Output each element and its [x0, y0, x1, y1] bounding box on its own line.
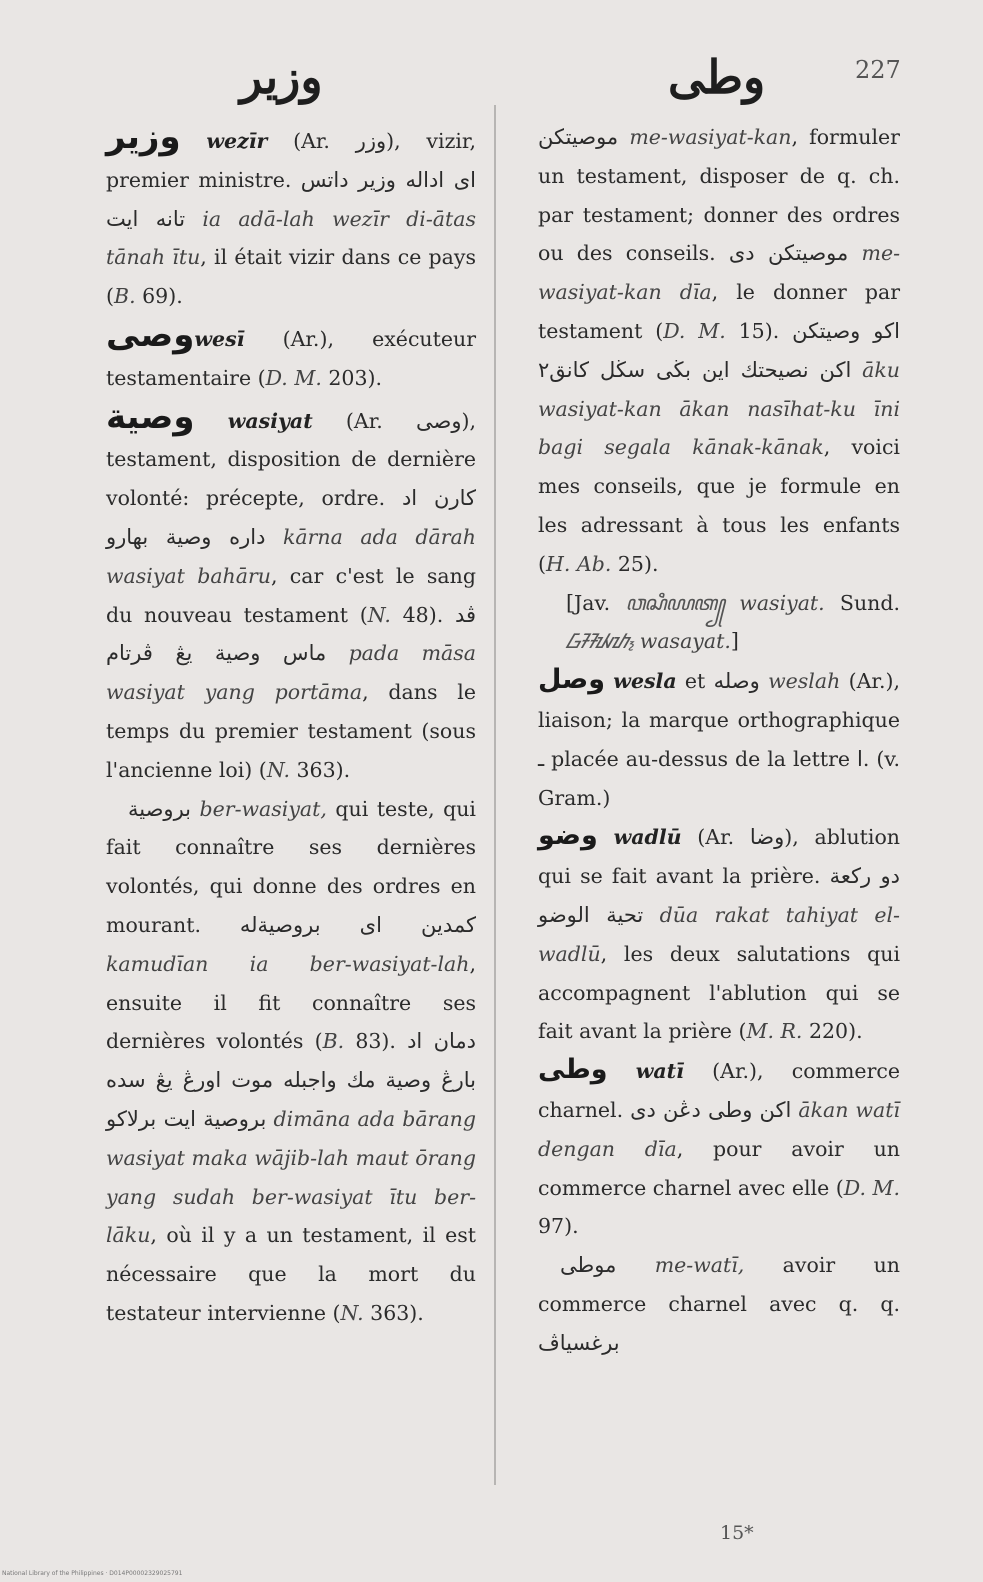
text: Sund.: [824, 590, 900, 615]
javanese-script: ꦮꦱꦶꦪꦠ꧀: [625, 590, 725, 615]
entry-ber-wasiyat: [106, 790, 476, 1333]
transliteration: weslah: [768, 669, 841, 694]
source-ref: N.: [340, 1300, 364, 1325]
transliteration: me-wasiyat-kan: [629, 125, 792, 149]
sundanese-script: ᮝᮞᮚᮒ᮪: [566, 629, 634, 654]
text: . (v. Gram.): [538, 746, 900, 810]
arabic-subentry: بروصية: [128, 796, 191, 821]
entry-wati: [538, 1051, 900, 1246]
transliteration: dimāna ada bārang wasiyat maka wājib-lah maut ōrang yang sudah ber-wasiyat ītu ber-lāku: [106, 1106, 476, 1248]
text: 83).: [344, 1029, 408, 1054]
text: 97).: [538, 1214, 579, 1239]
running-head-left: وزير: [240, 50, 323, 104]
arabic-text: اكو وصيتكن اكن نصيحتك اين بڬى سڬل كانق٢: [538, 318, 900, 382]
arabic-headword: وزير: [106, 117, 181, 157]
left-column: [106, 118, 476, 1333]
text: ), vizir, premier ministre.: [106, 129, 476, 192]
source-ref: N.: [367, 602, 391, 627]
text: avoir un commerce charnel avec q. q.: [538, 1253, 900, 1316]
arabic-text: كمدين اى بروصيةله: [239, 912, 476, 937]
transliteration: ber-wasiyat,: [199, 796, 327, 821]
text: (Ar.: [267, 129, 356, 153]
text: , les deux salutations qui accompagnent l'ablution qui se fait avant la prière (: [538, 941, 900, 1044]
text: qui teste, qui fait connaître ses dernières volontés, qui donne des ordres en mourant.: [106, 796, 476, 937]
cognates-note: [538, 584, 900, 662]
arabic-text: ا: [857, 746, 863, 771]
entry-wezir: [106, 118, 476, 316]
text: (Ar.: [681, 825, 750, 850]
arabic-text: ـ: [538, 746, 545, 771]
source-ref: B.: [114, 284, 136, 309]
transliteration: dūa rakat tahiyat el-wadlū: [538, 902, 900, 966]
arabic-subentry: موطى: [560, 1253, 617, 1278]
arabic-text: برغسياڤ: [538, 1330, 620, 1355]
transliteration: āku wasiyat-kan ākan nasīhat-ku īni bagi segala kānak-kānak: [538, 357, 900, 460]
page-number: 227: [855, 56, 901, 84]
source-ref: N.: [266, 757, 290, 782]
headword: wasiyat: [227, 408, 313, 433]
text: et: [676, 669, 714, 694]
text: 69).: [135, 284, 183, 309]
entry-wesi: [106, 316, 476, 398]
transliteration: pada māsa wasiyat yang portāma: [106, 641, 476, 705]
headword: watī: [635, 1059, 684, 1084]
text: [Jav.: [566, 590, 626, 615]
library-footer: National Library of the Philippines · D014P00002329025791: [2, 1570, 183, 1577]
running-head-right: وطى: [668, 50, 766, 104]
arabic-text: وزر: [355, 129, 387, 153]
transliteration: me-watī,: [654, 1253, 745, 1278]
arabic-text: اى اداله وزير داتس تانه ايت: [106, 167, 476, 231]
headword: wesla: [613, 669, 677, 694]
source-ref: M. R.: [746, 1019, 803, 1044]
entry-wadlu: [538, 817, 900, 1051]
text: (Ar.), liaison; la marque orthographique: [538, 669, 900, 732]
text: 48).: [390, 602, 455, 627]
entry-wasiyat: [106, 398, 476, 790]
arabic-text: وصى: [416, 408, 462, 433]
source-ref: H. Ab.: [546, 551, 612, 576]
text: , où il y a un testament, il est nécessaire que la mort du testateur intervienne (: [106, 1223, 476, 1325]
transliteration: wasayat.: [639, 629, 731, 654]
text: 25).: [611, 551, 659, 576]
headword: wezīr: [206, 129, 268, 153]
source-ref: D. M.: [843, 1175, 901, 1200]
arabic-headword: وضو: [538, 820, 598, 852]
text: (Ar.), exécuteur testamentaire (: [106, 326, 476, 390]
entry-me-wasiyat-kan: [538, 118, 900, 584]
text: ]: [730, 629, 739, 654]
text: ), testament, disposition de dernière volonté: précepte, ordre.: [106, 408, 476, 511]
arabic-text: وضا: [749, 825, 785, 850]
text: placée au-dessus de la lettre: [544, 746, 858, 771]
text: , car c'est le sang du nouveau testament (: [106, 563, 476, 627]
arabic-text: كارن اد داره وصية بهارو: [106, 486, 476, 549]
transliteration: ākan watī dengan dīa: [538, 1097, 900, 1161]
text: , pour avoir un commerce charnel avec elle (: [538, 1136, 900, 1200]
arabic-headword: وصية: [106, 396, 195, 437]
arabic-text: وصله: [713, 669, 760, 694]
transliteration: ia adā-lah wezīr di-ātas tānah ītu: [106, 206, 476, 270]
arabic-text: موصيتكن دى: [728, 241, 849, 266]
arabic-text: دو ركعة تحية الوضو: [538, 864, 900, 927]
transliteration: me-wasiyat-kan dīa: [538, 241, 900, 305]
headword: wesī: [194, 326, 245, 351]
arabic-headword: وصل: [538, 664, 605, 696]
arabic-headword: وطى: [538, 1054, 608, 1086]
text: , ensuite il fit connaître ses dernières volontés (: [106, 951, 476, 1054]
transliteration: wasiyat.: [739, 590, 825, 615]
source-ref: D. M.: [663, 318, 726, 343]
text: 220).: [802, 1019, 863, 1044]
transliteration: kārna ada dārah wasiyat bahāru: [106, 524, 476, 588]
text: , voici mes conseils, que je formule en les adressant à tous les enfants (: [538, 435, 900, 576]
text: , le donner par testament (: [538, 280, 901, 343]
text: 203).: [321, 365, 383, 390]
text: ), ablution qui se fait avant la prière.: [538, 825, 900, 889]
text: , il était vizir dans ce pays (: [106, 245, 476, 309]
text: , dans le temps du premier testament (sous l'ancienne loi) (: [106, 680, 476, 782]
right-column: [538, 118, 900, 1363]
arabic-text: اكن وطى دڠن دى: [630, 1097, 792, 1122]
source-ref: B.: [322, 1029, 345, 1054]
entry-me-wati: [538, 1246, 900, 1362]
entry-wesla: [538, 661, 900, 817]
text: 15).: [725, 318, 793, 343]
source-ref: D. M.: [265, 365, 322, 390]
arabic-text: ڤد ماس وصية يڠ ڤرتام: [106, 602, 476, 666]
text: , formuler un testament, disposer de q. ch. par testament; donner des ordres ou des conseils.: [538, 125, 900, 266]
arabic-text: دمان اد بارڠ وصية مك واجبله موت اورڠ يڠ سده بروصية ايت برلاكو: [106, 1029, 476, 1131]
headword: wadlū: [613, 825, 682, 850]
text: (Ar.: [312, 408, 416, 433]
arabic-subentry: موصيتكن: [538, 125, 619, 149]
text: (Ar.), commerce charnel.: [538, 1059, 900, 1122]
column-divider: [494, 105, 496, 1485]
text: 363).: [289, 757, 351, 782]
signature-mark: 15*: [720, 1522, 754, 1544]
transliteration: kamudīan ia ber-wasiyat-lah: [106, 951, 470, 976]
arabic-headword: وصى: [106, 314, 195, 355]
text: 363).: [363, 1300, 424, 1325]
